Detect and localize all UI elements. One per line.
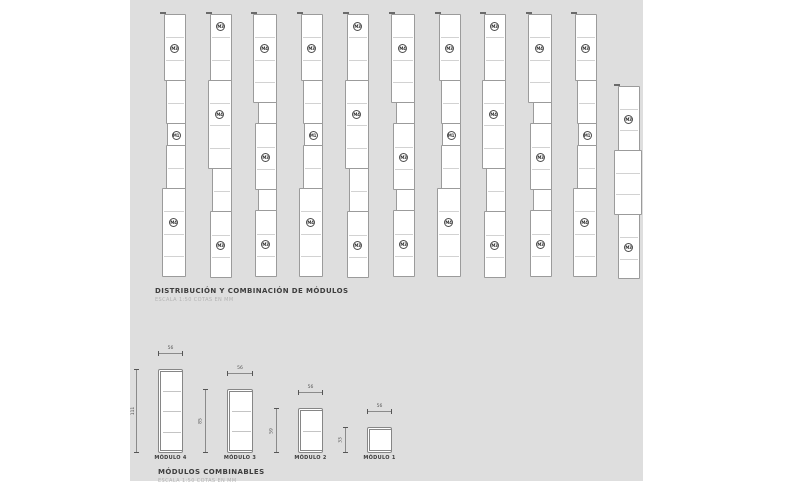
module-box-m3 xyxy=(347,211,369,278)
module-box-m2 xyxy=(212,168,232,213)
shelf-divider-line xyxy=(395,147,413,148)
shelf-divider-line xyxy=(579,168,595,169)
legend-module-name: MÓDULO 4 xyxy=(154,455,187,461)
shelf-divider-line xyxy=(530,82,550,83)
module-box-m1 xyxy=(533,102,552,124)
shelf-divider-line xyxy=(347,148,367,149)
shelf-divider-line xyxy=(164,234,184,235)
module-marker-m1: M1 xyxy=(447,132,455,138)
module-box-m2 xyxy=(303,145,323,190)
module-marker-m3: M3 xyxy=(491,23,498,29)
module-profile-inner-line xyxy=(229,391,252,451)
shelf-divider-line xyxy=(532,147,550,148)
shelf-divider-line xyxy=(164,211,184,212)
shelf-divider-line xyxy=(393,37,413,38)
module-box-m2 xyxy=(166,80,186,125)
shelf-divider-line xyxy=(351,191,367,192)
shelf-divider-line xyxy=(166,37,184,38)
shelf-divider-line xyxy=(349,60,367,61)
module-box-m3 xyxy=(530,123,552,190)
shelf-divider-line xyxy=(484,103,504,104)
shelf-divider-line xyxy=(303,37,321,38)
sheet-gray-panel xyxy=(130,0,643,481)
dim-tick xyxy=(227,371,228,376)
module-marker-m3: M3 xyxy=(537,155,544,161)
module-column xyxy=(573,14,597,277)
module-box-m2 xyxy=(441,145,461,190)
legend-module-name: MÓDULO 2 xyxy=(294,455,327,461)
dim-tick xyxy=(367,409,368,414)
shelf-divider-line xyxy=(347,103,367,104)
module-profile-inner-line xyxy=(369,429,391,451)
module-marker-m3: M3 xyxy=(446,45,453,51)
shelf-divider-line xyxy=(168,103,184,104)
shelf-divider-line xyxy=(212,257,230,258)
shelf-divider-line xyxy=(257,256,275,257)
module-box-m2 xyxy=(349,168,369,213)
shelf-divider-line xyxy=(395,234,413,235)
module-marker-m3: M3 xyxy=(582,45,589,51)
module-box-m1 xyxy=(533,189,552,211)
shelf-divider-line xyxy=(349,235,367,236)
shelf-divider-line xyxy=(620,237,638,238)
module-marker-m4: M4 xyxy=(353,111,360,117)
module-column xyxy=(345,14,369,278)
shelf-divider-line xyxy=(168,168,184,169)
module-marker-m3: M3 xyxy=(400,155,407,161)
shelf-divider-line xyxy=(530,60,550,61)
dim-tick xyxy=(203,389,208,390)
module-marker-m3: M3 xyxy=(262,242,269,248)
module-marker-m3: M3 xyxy=(354,243,361,249)
module-column xyxy=(299,14,323,277)
height-dimension-line xyxy=(338,427,346,453)
shelf-divider-line xyxy=(532,234,550,235)
module-box-m4 xyxy=(299,188,323,277)
shelf-divider-line xyxy=(443,103,459,104)
module-marker-m4: M4 xyxy=(170,219,177,225)
module-marker-m4: M4 xyxy=(399,45,406,51)
width-dimension-line xyxy=(158,346,183,354)
shelf-divider-line xyxy=(441,37,459,38)
shelf-divider-line xyxy=(395,256,413,257)
module-box-m3 xyxy=(618,86,640,151)
module-box-m3 xyxy=(393,210,415,277)
module-column xyxy=(616,86,640,279)
module-marker-m3: M3 xyxy=(217,243,224,249)
shelf-divider-line xyxy=(214,191,230,192)
dim-tick xyxy=(182,351,183,356)
legend-module-box xyxy=(227,389,253,453)
legend-module-box xyxy=(158,369,183,453)
height-dimension-value: 85 xyxy=(198,418,204,424)
shelf-divider-line xyxy=(349,257,367,258)
legend-shelf-line xyxy=(163,432,181,433)
shelf-divider-line xyxy=(486,235,504,236)
module-box-m4 xyxy=(437,188,461,277)
shelf-divider-line xyxy=(620,109,638,110)
shelf-divider-line xyxy=(301,211,321,212)
height-dimension-line xyxy=(269,408,277,453)
module-marker-m1: M1 xyxy=(583,132,591,138)
shelf-divider-line xyxy=(255,82,275,83)
shelf-divider-line xyxy=(210,103,230,104)
height-dimension-value: 111 xyxy=(130,406,136,416)
module-box-m3 xyxy=(614,150,642,215)
module-box-m1 xyxy=(258,102,277,124)
module-box-m1 xyxy=(258,189,277,211)
shelf-divider-line xyxy=(620,259,638,260)
module-box-m3 xyxy=(484,211,506,278)
legend-module-name: MÓDULO 3 xyxy=(223,455,257,461)
legend-shelf-line xyxy=(163,411,181,412)
legend-module-box xyxy=(298,408,323,453)
module-column xyxy=(437,14,461,277)
shelf-divider-line xyxy=(441,60,459,61)
module-box-m3 xyxy=(210,211,232,278)
module-marker-m3: M3 xyxy=(400,242,407,248)
shelf-divider-line xyxy=(530,37,550,38)
shelf-divider-line xyxy=(575,211,595,212)
shelf-divider-line xyxy=(347,125,367,126)
dim-tick xyxy=(252,371,253,376)
dim-tick xyxy=(274,408,279,409)
module-marker-m3: M3 xyxy=(491,243,498,249)
module-box-m4 xyxy=(162,188,186,277)
module-box-m1 xyxy=(396,102,415,124)
module-marker-m3: M3 xyxy=(217,23,224,29)
legend-module-box xyxy=(367,427,392,453)
legend-shelf-line xyxy=(303,431,321,432)
shelf-divider-line xyxy=(349,37,367,38)
width-dimension-value: 56 xyxy=(167,346,174,351)
module-box-m4 xyxy=(528,14,552,103)
shelf-divider-line xyxy=(257,147,275,148)
top-section-subtitle: ESCALA 1:50 COTAS EN MM xyxy=(155,297,234,303)
dim-tick xyxy=(298,390,299,395)
top-section-title: DISTRIBUCIÓN Y COMBINACIÓN DE MÓDULOS xyxy=(155,287,349,295)
shelf-divider-line xyxy=(305,103,321,104)
shelf-divider-line xyxy=(303,60,321,61)
shelf-divider-line xyxy=(439,234,459,235)
module-marker-m4: M4 xyxy=(261,45,268,51)
shelf-divider-line xyxy=(212,235,230,236)
bottom-section-title: MÓDULOS COMBINABLES xyxy=(158,468,265,476)
module-marker-m4: M4 xyxy=(216,111,223,117)
module-marker-m3: M3 xyxy=(262,155,269,161)
legend-module-name: MÓDULO 1 xyxy=(363,455,396,461)
width-dimension-line xyxy=(367,404,392,412)
module-box-m2 xyxy=(166,145,186,190)
module-column xyxy=(528,14,552,277)
module-marker-m3: M3 xyxy=(537,242,544,248)
dim-tick xyxy=(391,409,392,414)
dim-tick xyxy=(322,390,323,395)
dim-tick xyxy=(158,351,159,356)
width-dimension-value: 56 xyxy=(307,385,314,390)
shelf-divider-line xyxy=(616,194,640,195)
shelf-divider-line xyxy=(443,168,459,169)
shelf-divider-line xyxy=(575,256,595,257)
legend-shelf-line xyxy=(232,431,251,432)
module-column xyxy=(162,14,186,277)
dim-tick xyxy=(134,369,139,370)
module-marker-m3: M3 xyxy=(625,117,632,123)
module-box-m3 xyxy=(618,214,640,279)
module-box-m3 xyxy=(530,210,552,277)
module-box-m4 xyxy=(208,80,232,169)
shelf-divider-line xyxy=(257,234,275,235)
module-box-m2 xyxy=(303,80,323,125)
module-column xyxy=(482,14,506,278)
shelf-divider-line xyxy=(486,257,504,258)
shelf-divider-line xyxy=(486,60,504,61)
module-marker-m1: M1 xyxy=(172,132,180,138)
module-column xyxy=(391,14,415,277)
shelf-divider-line xyxy=(439,211,459,212)
height-dimension-line xyxy=(198,389,206,453)
shelf-divider-line xyxy=(620,130,638,131)
module-box-m1 xyxy=(304,123,323,145)
module-marker-m4: M4 xyxy=(490,111,497,117)
legend-shelf-line xyxy=(232,411,251,412)
shelf-divider-line xyxy=(532,169,550,170)
width-dimension-value: 56 xyxy=(237,366,243,371)
module-marker-m3: M3 xyxy=(171,45,178,51)
module-box-m3 xyxy=(347,14,369,81)
module-box-m1 xyxy=(167,123,186,145)
module-marker-m4: M4 xyxy=(536,45,543,51)
shelf-divider-line xyxy=(393,60,413,61)
module-marker-m4: M4 xyxy=(445,219,452,225)
module-column xyxy=(208,14,232,278)
shelf-divider-line xyxy=(575,234,595,235)
shelf-divider-line xyxy=(577,60,595,61)
module-box-m3 xyxy=(255,210,277,277)
dim-tick xyxy=(343,427,348,428)
legend-shelf-line xyxy=(163,391,181,392)
bottom-title-block xyxy=(158,468,265,484)
module-box-m3 xyxy=(301,14,323,81)
module-box-m2 xyxy=(441,80,461,125)
dim-tick xyxy=(134,452,139,453)
module-box-m4 xyxy=(482,80,506,169)
module-box-m3 xyxy=(255,123,277,190)
module-box-m1 xyxy=(442,123,461,145)
dim-tick xyxy=(274,452,279,453)
shelf-divider-line xyxy=(395,169,413,170)
module-box-m3 xyxy=(575,14,597,81)
bottom-section-subtitle: ESCALA 1:50 COTAS EN MM xyxy=(158,478,237,484)
top-title-block xyxy=(155,287,348,303)
shelf-divider-line xyxy=(210,148,230,149)
shelf-divider-line xyxy=(532,256,550,257)
shelf-divider-line xyxy=(484,125,504,126)
shelf-divider-line xyxy=(486,37,504,38)
shelf-divider-line xyxy=(301,234,321,235)
module-box-m3 xyxy=(393,123,415,190)
shelf-divider-line xyxy=(579,103,595,104)
module-box-m4 xyxy=(253,14,277,103)
shelf-divider-line xyxy=(301,256,321,257)
module-marker-m3: M3 xyxy=(354,23,361,29)
module-marker-m1: M1 xyxy=(309,132,317,138)
shelf-divider-line xyxy=(305,168,321,169)
shelf-divider-line xyxy=(164,256,184,257)
module-marker-m3: M3 xyxy=(625,245,632,251)
module-box-m1 xyxy=(396,189,415,211)
shelf-divider-line xyxy=(212,60,230,61)
shelf-divider-line xyxy=(255,60,275,61)
module-box-m3 xyxy=(164,14,186,81)
height-dimension-value: 33 xyxy=(338,437,344,443)
module-box-m2 xyxy=(577,80,597,125)
width-dimension-line xyxy=(298,385,323,393)
dim-tick xyxy=(203,452,208,453)
module-box-m4 xyxy=(573,188,597,277)
shelf-divider-line xyxy=(577,37,595,38)
module-box-m2 xyxy=(486,168,506,213)
shelf-divider-line xyxy=(484,148,504,149)
shelf-divider-line xyxy=(488,191,504,192)
shelf-divider-line xyxy=(212,37,230,38)
module-box-m3 xyxy=(484,14,506,81)
module-box-m2 xyxy=(577,145,597,190)
module-marker-m3: M3 xyxy=(308,45,315,51)
shelf-divider-line xyxy=(166,60,184,61)
shelf-divider-line xyxy=(255,37,275,38)
height-dimension-value: 59 xyxy=(269,427,275,434)
width-dimension-value: 56 xyxy=(376,404,383,409)
module-column xyxy=(253,14,277,277)
module-marker-m4: M4 xyxy=(307,219,314,225)
shelf-divider-line xyxy=(257,169,275,170)
module-box-m4 xyxy=(391,14,415,103)
module-box-m4 xyxy=(345,80,369,169)
shelf-divider-line xyxy=(616,173,640,174)
module-box-m3 xyxy=(439,14,461,81)
shelf-divider-line xyxy=(393,82,413,83)
shelf-divider-line xyxy=(439,256,459,257)
height-dimension-line xyxy=(130,369,137,453)
module-marker-m4: M4 xyxy=(581,219,588,225)
shelf-divider-line xyxy=(210,125,230,126)
width-dimension-line xyxy=(227,366,253,374)
module-box-m1 xyxy=(578,123,597,145)
module-box-m3 xyxy=(210,14,232,81)
dim-tick xyxy=(343,452,348,453)
